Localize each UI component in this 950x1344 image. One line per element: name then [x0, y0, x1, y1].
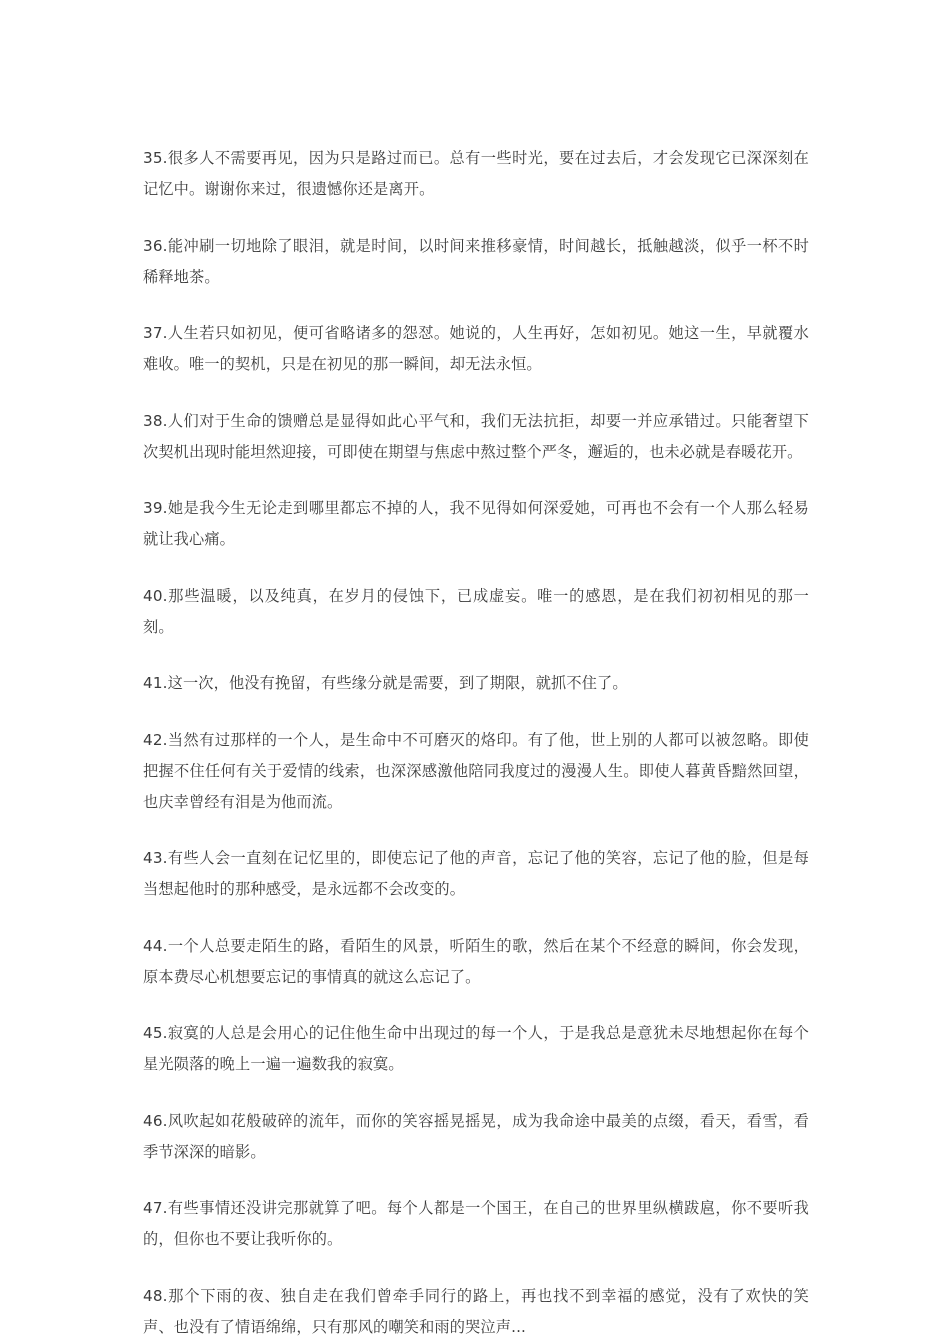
paragraph-45: 45.寂寞的人总是会用心的记住他生命中出现过的每一个人，于是我总是意犹未尽地想起你在每个星光陨落的晚上一遍一遍数我的寂寞。	[143, 1024, 809, 1073]
paragraph-38: 38.人们对于生命的馈赠总是显得如此心平气和，我们无法抗拒，却要一并应承错过。只能奢望下次契机出现时能坦然迎接，可即使在期望与焦虑中熬过整个严冬，邂逅的，也未必就是春暖花开。	[143, 411, 809, 461]
paragraph-37: 37.人生若只如初见，便可省略诸多的怨怼。她说的，人生再好，怎如初见。她这一生，早就覆水难收。唯一的契机，只是在初见的那一瞬间，却无法永恒。	[143, 324, 809, 373]
paragraph-41: 41.这一次，他没有挽留，有些缘分就是需要，到了期限，就抓不住了。	[143, 674, 628, 692]
paragraph-48: 48.那个下雨的夜、独自走在我们曾牵手同行的路上，再也找不到幸福的感觉，没有了欢快的笑声、也没有了情语绵绵，只有那风的嘲笑和雨的哭泣声...	[143, 1286, 809, 1336]
paragraph-40: 40.那些温暖，以及纯真，在岁月的侵蚀下，已成虚妄。唯一的感恩，是在我们初初相见的那一刻。	[143, 586, 809, 636]
paragraph-44: 44.一个人总要走陌生的路，看陌生的风景，听陌生的歌，然后在某个不经意的瞬间，你会发现，原本费尽心机想要忘记的事情真的就这么忘记了。	[143, 936, 809, 986]
article-body	[143, 143, 809, 1343]
paragraph-35: 35.很多人不需要再见，因为只是路过而已。总有一些时光，要在过去后，才会发现它已深深刻在记忆中。谢谢你来过，很遗憾你还是离开。	[143, 149, 809, 198]
paragraph-36: 36.能冲刷一切地除了眼泪，就是时间，以时间来推移豪情，时间越长，抵触越淡，似乎一杯不时稀释地茶。	[143, 236, 809, 286]
paragraph-43: 43.有些人会一直刻在记忆里的，即使忘记了他的声音，忘记了他的笑容，忘记了他的脸，但是每当想起他时的那种感受，是永远都不会改变的。	[143, 849, 809, 898]
paragraph-39: 39.她是我今生无论走到哪里都忘不掉的人，我不见得如何深爱她，可再也不会有一个人那么轻易就让我心痛。	[143, 499, 809, 548]
paragraph-47: 47.有些事情还没讲完那就算了吧。每个人都是一个国王，在自己的世界里纵横跋扈，你不要听我的，但你也不要让我听你的。	[143, 1199, 809, 1248]
paragraph-46: 46.风吹起如花般破碎的流年，而你的笑容摇晃摇晃，成为我命途中最美的点缀，看天，看雪，看季节深深的暗影。	[143, 1111, 809, 1161]
paragraph-42: 42.当然有过那样的一个人，是生命中不可磨灭的烙印。有了他，世上别的人都可以被忽略。即使把握不住任何有关于爱情的线索，也深深感激他陪同我度过的漫漫人生。即使人暮黄昏黯然回望，也庆幸曾经有泪是为他而流。	[143, 730, 809, 811]
